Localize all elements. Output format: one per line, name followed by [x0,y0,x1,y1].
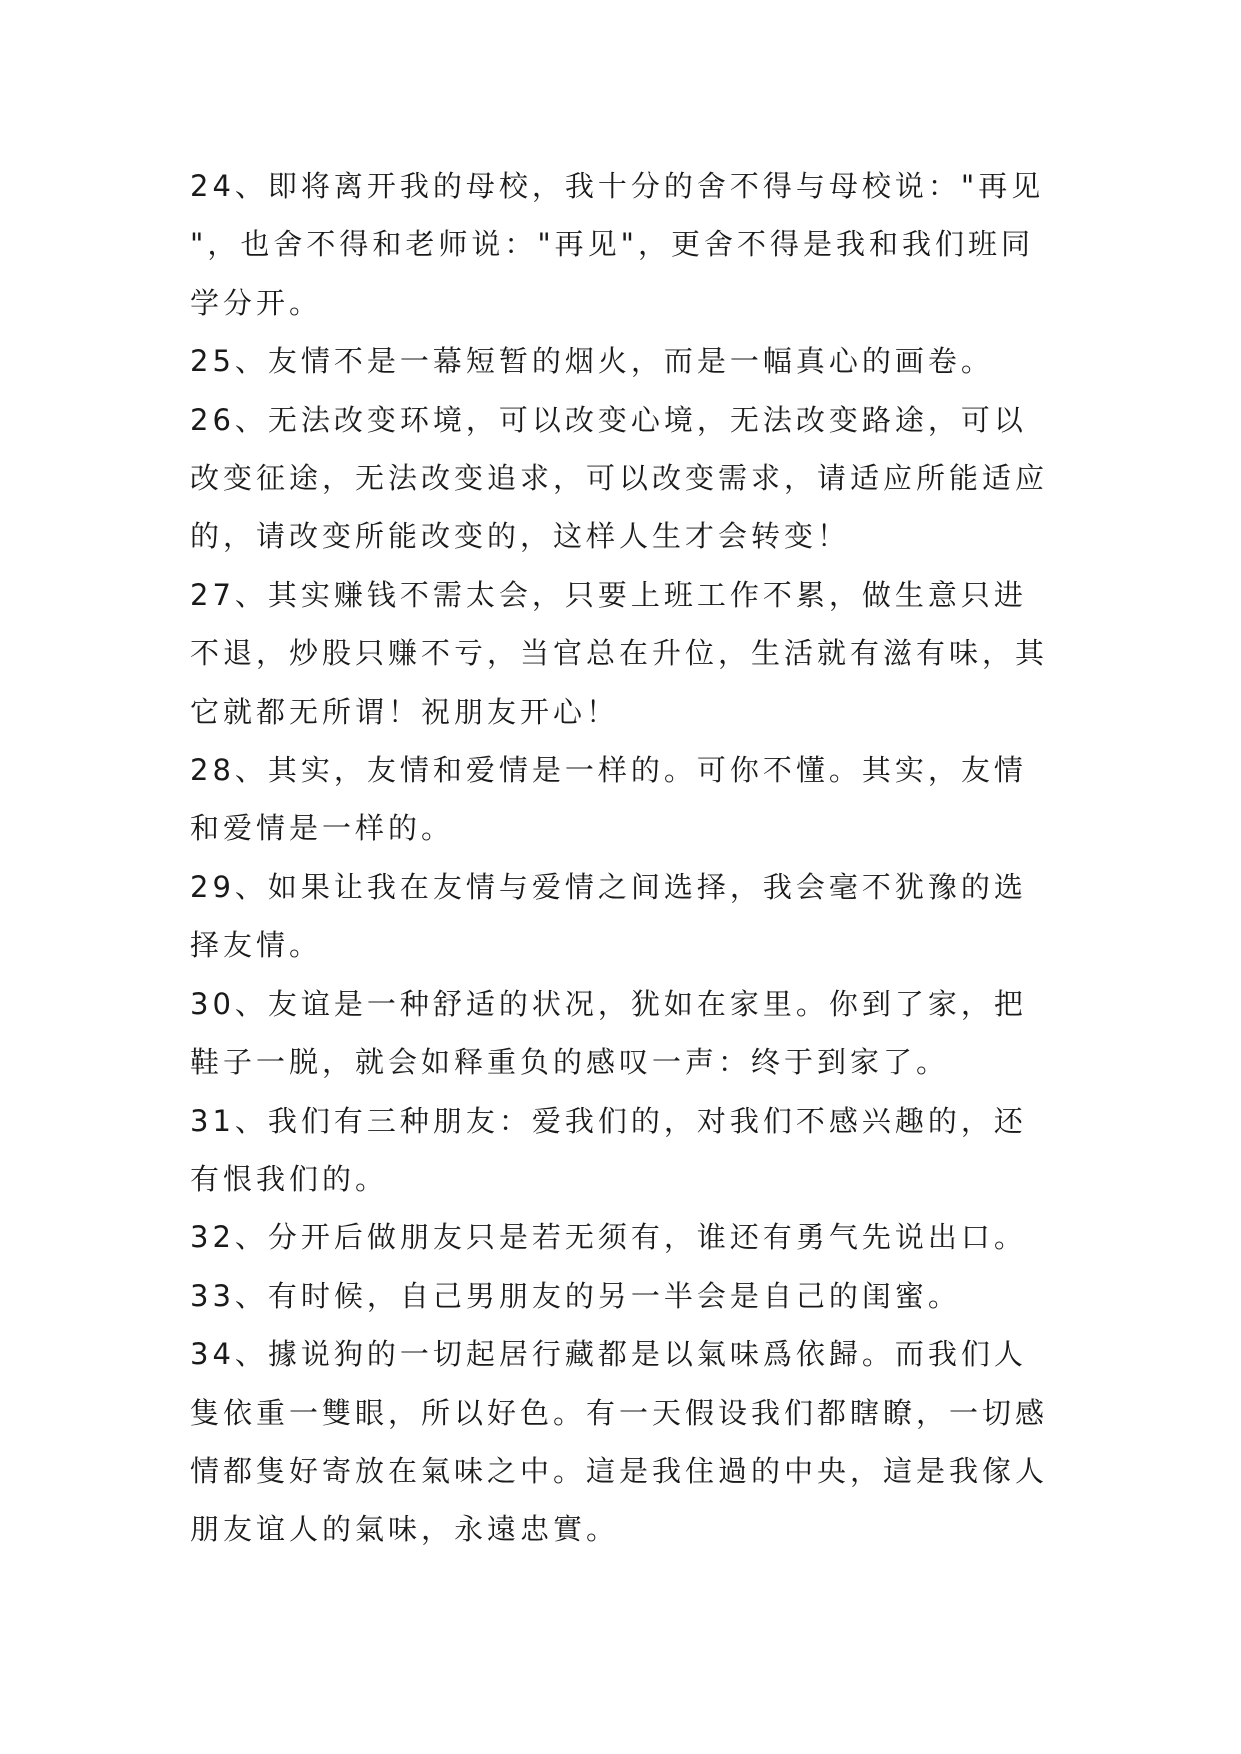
list-item-24: 24、即将离开我的母校，我十分的舍不得与母校说："再见"，也舍不得和老师说："再见"，更舍不得是我和我们班同学分开。 [190,169,1045,320]
list-item-25: 25、友情不是一幕短暂的烟火，而是一幅真心的画卷。 [190,344,994,379]
list-item-34: 34、據说狗的一切起居行藏都是以氣味爲依歸。而我们人隻依重一雙眼，所以好色。有一天假设我们都瞎瞭，一切感情都隻好寄放在氣味之中。這是我住過的中央，這是我傢人朋友谊人的氣味，永遠忠實。 [190,1337,1049,1547]
list-item-32: 32、分开后做朋友只是若无须有，谁还有勇气先说出口。 [190,1220,1027,1255]
list-item-33: 33、有时候，自己男朋友的另一半会是自己的闺蜜。 [190,1278,961,1313]
list-item-27: 27、其实赚钱不需太会，只要上班工作不累，做生意只进不退，炒股只赚不亏，当官总在升位，生活就有滋有味，其它就都无所谓！祝朋友开心！ [190,577,1049,729]
list-item-31: 31、我们有三种朋友：爱我们的，对我们不感兴趣的，还有恨我们的。 [190,1103,1027,1196]
list-item-28: 28、其实，友情和爱情是一样的。可你不懂。其实，友情和爱情是一样的。 [190,753,1027,846]
document-body [190,157,1058,1559]
list-item-29: 29、如果让我在友情与爱情之间选择，我会毫不犹豫的选择友情。 [190,869,1027,963]
list-item-30: 30、友谊是一种舒适的状况，犹如在家里。你到了家，把鞋子一脱，就会如释重负的感叹一声：终于到家了。 [190,986,1027,1080]
list-item-26: 26、无法改变环境，可以改变心境，无法改变路途，可以改变征途，无法改变追求，可以改变需求，请适应所能适应的，请改变所能改变的，这样人生才会转变！ [190,402,1049,554]
